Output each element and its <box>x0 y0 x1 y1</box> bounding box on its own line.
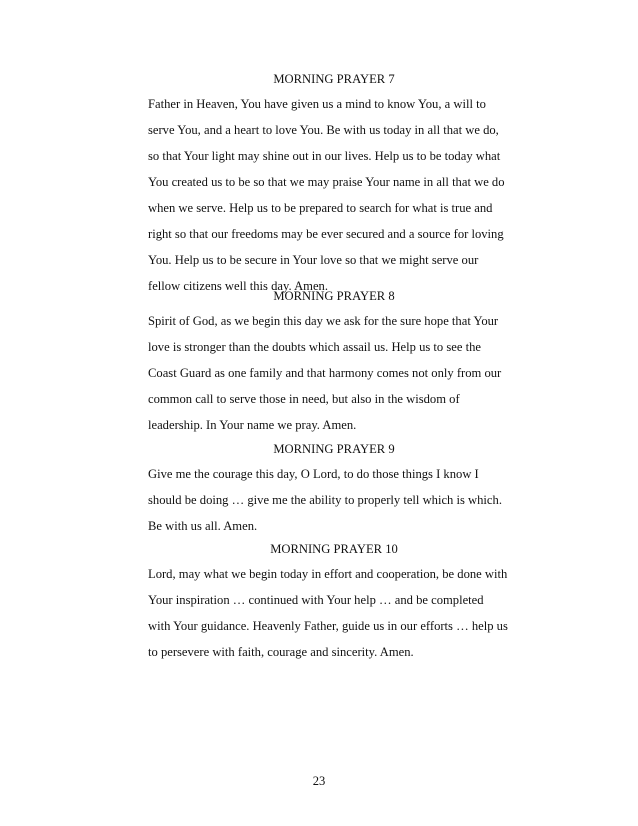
prayer-line: serve You, and a heart to love You. Be with us today in all that we do, <box>148 123 499 137</box>
prayer-line: common call to serve those in need, but also in the wisdom of <box>148 392 460 406</box>
prayer-title: MORNING PRAYER 9 <box>273 442 395 456</box>
prayer-line: love is stronger than the doubts which assail us. Help us to see the <box>148 340 481 354</box>
prayer-line: right so that our freedoms may be ever secured and a source for loving <box>148 227 504 241</box>
prayer-line: Coast Guard as one family and that harmony comes not only from our <box>148 366 502 380</box>
prayer-line: You created us to be so that we may praise Your name in all that we do <box>148 175 505 189</box>
prayer-line: Give me the courage this day, O Lord, to do those things I know I <box>148 467 479 481</box>
prayer-title: MORNING PRAYER 10 <box>270 542 398 556</box>
prayer-line: You. Help us to be secure in Your love so that we might serve our <box>148 253 479 267</box>
prayer-line: so that Your light may shine out in our lives. Help us to be today what <box>148 149 501 163</box>
prayer-line: to persevere with faith, courage and sincerity. Amen. <box>148 645 414 659</box>
prayer-line: fellow citizens well this day. Amen. <box>148 279 329 293</box>
prayer-line: Spirit of God, as we begin this day we ask for the sure hope that Your <box>148 314 499 328</box>
prayer-line: Be with us all. Amen. <box>148 519 258 533</box>
prayer-line: leadership. In Your name we pray. Amen. <box>148 418 357 432</box>
prayer-line: should be doing … give me the ability to properly tell which is which. <box>148 493 502 507</box>
prayer-title: MORNING PRAYER 8 <box>273 289 395 303</box>
prayer-line: Your inspiration … continued with Your help … and be completed <box>148 593 484 607</box>
prayer-line: Father in Heaven, You have given us a mind to know You, a will to <box>148 97 486 111</box>
prayer-title: MORNING PRAYER 7 <box>273 72 395 86</box>
prayer-line: Lord, may what we begin today in effort and cooperation, be done with <box>148 567 508 581</box>
page-number: 23 <box>312 774 326 788</box>
prayer-line: with Your guidance. Heavenly Father, guide us in our efforts … help us <box>148 619 508 633</box>
prayer-line: when we serve. Help us to be prepared to search for what is true and <box>148 201 493 215</box>
